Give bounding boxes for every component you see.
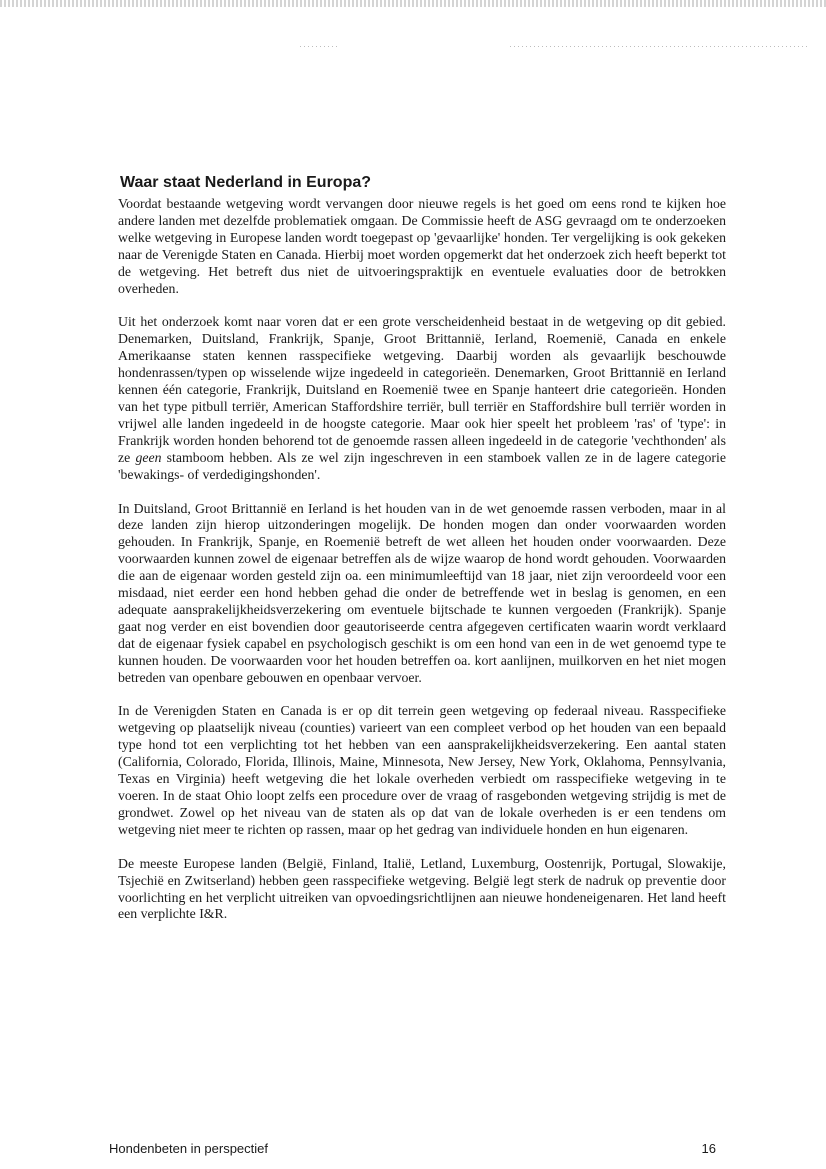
paragraph: De meeste Europese landen (België, Finland, Italië, Letland, Luxemburg, Oostenrijk, Portugal, Slowakije, Tsjechië en Zwitserland) hebben geen rasspecifieke wetgeving. België legt sterk de nadruk op preventie door voorlichting en het verplicht uitreiken van opvoedingsrichtlijnen aan nieuwe hondeneigenaren. Het land heeft een verplichte I&R.	[118, 855, 726, 922]
body-text	[118, 196, 726, 940]
scan-mark	[300, 46, 340, 47]
paragraph: In Duitsland, Groot Brittannië en Ierland is het houden van in de wet genoemde rassen verboden, maar in al deze landen zijn hierop uitzonderingen mogelijk. De honden mogen dan onder voorwaarden worden gehouden. In Frankrijk, Spanje, en Roemenië betreft de wet alleen het houden onder voorwaarden. Deze voorwaarden kunnen zowel de eigenaar betreffen als de wijze waarop de hond wordt gehouden. Voorwaarden die aan de eigenaar worden gesteld zijn oa. een minimumleeftijd van 18 jaar, niet zijn veroordeeld voor een misdaad, niet eerder een hond hebben gehad die onder de betreffende wet in beslag is genomen, en een adequate aansprakelijkheidsverzekering om eventuele bijtschade te kunnen vergoeden (Frankrijk). Spanje gaat nog verder en eist bovendien door geautoriseerde centra afgegeven certificaten waarin wordt verklaard dat de eigenaar fysiek capabel en psychologisch geschikt is om een hond van een in de wet genoemd type te kunnen houden. De voorwaarden voor het houden betreffen oa. kort aanlijnen, muilkorven en het niet mogen betreden van openbare gebouwen en openbaar vervoer.	[118, 500, 726, 685]
scan-mark	[510, 46, 810, 47]
paragraph: Uit het onderzoek komt naar voren dat er een grote verscheidenheid bestaat in de wetgeving op dit gebied. Denemarken, Duitsland, Frankrijk, Spanje, Groot Brittannië, Ierland, Roemenië, Canada en enkele Amerikaanse staten kennen rasspecifieke wetgeving. Daarbij worden als gevaarlijk beschouwde hondenrassen/typen op wisselende wijze ingedeeld in categorieën. Denemarken, Groot Brittannië en Ierland kennen één categorie, Frankrijk, Duitsland en Roemenië twee en Spanje hanteert drie categorieën. Honden van het type pitbull terriër, American Staffordshire terriër, bull terriër en Staffordshire bull terriër worden in vrijwel alle landen ingedeeld in de hoogste categorie. Maar ook hier speelt het probleem 'ras' of 'type': in Frankrijk worden honden behorend tot de genoemde rassen alleen ingedeeld in de categorie 'vechthonden' als ze geen stamboom hebben. Als ze wel zijn ingeschreven in een stamboek vallen ze in de lagere categorie 'bewakings- of verdedigingshonden'.	[118, 314, 726, 482]
emphasis: geen	[135, 449, 162, 465]
footer-title: Hondenbeten in perspectief	[109, 1141, 269, 1156]
page-number: 16	[701, 1141, 716, 1156]
section-title: Waar staat Nederland in Europa?	[120, 174, 372, 191]
paragraph: Voordat bestaande wetgeving wordt vervangen door nieuwe regels is het goed om eens rond te kijken hoe andere landen met dezelfde problematiek omgaan. De Commissie heeft de ASG gevraagd om te onderzoeken welke wetgeving in Europese landen wordt toegepast op 'gevaarlijke' honden. Ter vergelijking is ook gekeken naar de Verenigde Staten en Canada. Hierbij moet worden opgemerkt dat het onderzoek zich heeft beperkt tot de wetgeving. Het betreft dus niet de uitvoeringspraktijk en eventuele evaluaties door de betrokken overheden.	[118, 196, 726, 296]
paragraph: In de Verenigden Staten en Canada is er op dit terrein geen wetgeving op federaal niveau. Rasspecifieke wetgeving op plaatselijk niveau (counties) varieert van een compleet verbod op het houden van een bepaald type hond tot een verplichting tot het hebben van een aansprakelijkheidsverzekering. Een aantal staten (California, Colorado, Florida, Illinois, Maine, Minnesota, New Jersey, New York, Oklahoma, Pennsylvania, Texas en Virginia) heeft wetgeving die het lokale overheden verbiedt om rasspecifieke wetgeving in te voeren. In de staat Ohio loopt zelfs een procedure over de vraag of rasgebonden wetgeving strijdig is met de grondwet. Zowel op het niveau van de staten als op dat van de lokale overheden is er een tendens om wetgeving niet meer te richten op rassen, maar op het gedrag van individuele honden en hun eigenaren.	[118, 703, 726, 837]
scan-edge	[0, 0, 826, 7]
